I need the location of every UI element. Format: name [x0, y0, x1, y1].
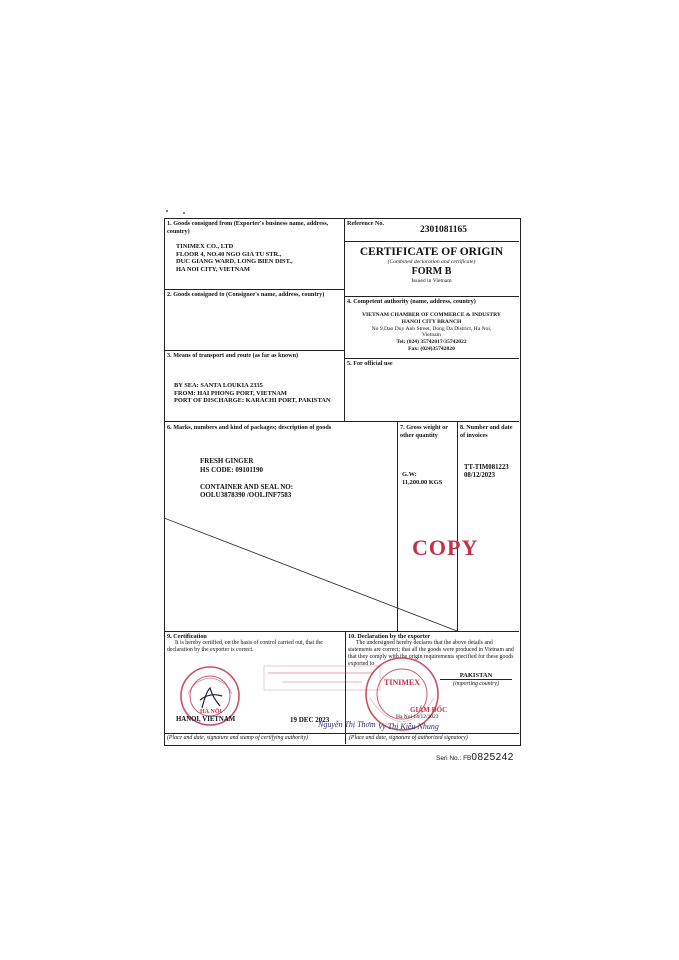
- exporter-signer: Vy Thị Kiều Nhung: [378, 722, 439, 731]
- importing-country-label: (importing country): [453, 681, 499, 687]
- scan-mark: [183, 212, 185, 214]
- goods-block: [200, 457, 395, 500]
- box7-label: 7. Gross weight or other quantity: [400, 424, 448, 439]
- vessel: BY SEA: SANTA LOUKIA 2335: [174, 382, 263, 389]
- divider: [344, 358, 519, 359]
- weight-block: [402, 471, 457, 486]
- cert-signer: Nguyễn Thị Thơm: [318, 720, 376, 729]
- title-block: [344, 246, 519, 285]
- exporter-name: TINIMEX CO., LTD: [176, 243, 234, 250]
- divider: [164, 421, 519, 422]
- gw-label: G.W:: [402, 471, 417, 478]
- importing-country: PAKISTAN: [440, 672, 512, 680]
- invoice-date: 08/12/2023: [464, 472, 495, 479]
- invoice-block: [464, 464, 519, 480]
- invoice-number: TT-TIM081223: [464, 464, 509, 471]
- authority-country: Vietnam: [422, 332, 441, 339]
- reference-number: 2301081165: [420, 225, 467, 235]
- transport-block: [174, 382, 344, 405]
- declaration-place-date: Ha Noi 14/12/2023: [396, 714, 439, 720]
- copy-stamp: COPY: [412, 535, 479, 560]
- divider: [164, 733, 519, 734]
- box2-label: 2. Goods consigned to (Consignee's name, address, country): [167, 291, 325, 298]
- exporter-block: [176, 243, 344, 273]
- exporter-address: HA NOI CITY, VIETNAM: [176, 265, 250, 273]
- form-name: FORM B: [411, 266, 452, 277]
- divider: [164, 350, 344, 351]
- hs-code: HS CODE: 09101190: [200, 465, 264, 474]
- exporter-address: FLOOR 4, NO.40 NGO GIA TU STR.,: [176, 250, 282, 258]
- authority-name: VIETNAM CHAMBER OF COMMERCE & INDUSTRY: [362, 312, 501, 318]
- exporter-address: DUC GIANG WARD, LONG BIEN DIST.,: [176, 258, 293, 266]
- box1-label: 1. Goods consigned from (Exporter's business name, address, country): [167, 220, 329, 235]
- goods-name: FRESH GINGER: [200, 457, 254, 465]
- divider: [344, 241, 519, 242]
- authority-tel: Tel: (024) 35742017/35742022: [396, 339, 467, 346]
- authority-fax: Fax: (024)35742020: [408, 345, 455, 352]
- divider: [164, 289, 344, 290]
- cert-place: HANOI, VIETNAM: [176, 716, 236, 723]
- cancel-diagonal-line: [164, 516, 519, 631]
- container-label: CONTAINER AND SEAL NO:: [200, 482, 294, 491]
- declaration-text: The undersigned hereby declares that the above details and statements are correct; that all the goods were produced in Vietnam and that they comply with the origin requirements specified for these goods exported to: [348, 640, 514, 667]
- box9-footer: (Place and date, signature and stamp of certifying authority): [167, 735, 308, 741]
- container-numbers: OOLU3878390 /OOLJNF7583: [200, 491, 292, 499]
- box9-label: 9. Certification: [167, 633, 207, 640]
- certification-text: It is hereby certified, on the basis of control carried out, that the declaration by the exporter is correct.: [167, 640, 323, 653]
- certificate-title: CERTIFICATE OF ORIGIN: [359, 246, 504, 258]
- box8-label: 8. Number and date of invoices: [460, 424, 513, 439]
- divider: [164, 631, 519, 632]
- director-title: GIÁM ĐỐC: [410, 706, 448, 714]
- box10-footer: (Place and date, signature of authorized signatory): [349, 735, 468, 741]
- box6-label: 6. Marks, numbers and kind of packages; description of goods: [167, 424, 332, 431]
- spacer: [200, 474, 395, 483]
- port-discharge: PORT OF DISCHARGE: KARACHI PORT, PAKISTAN: [174, 397, 331, 405]
- issued-in: Issued in Vietnam: [411, 278, 452, 284]
- box4-label: 4. Competent authority (name, address, country): [347, 298, 476, 305]
- authority-branch: HANOI CITY BRANCH: [401, 318, 462, 325]
- certificate-subtitle: (Combined declaration and certificate): [387, 259, 476, 265]
- authority-block: [344, 312, 519, 353]
- port-from: FROM: HAI PHONG PORT, VIETNAM: [174, 389, 287, 397]
- box3-label: 3. Means of transport and route (as far as known): [167, 352, 299, 359]
- scan-mark: [166, 210, 168, 212]
- serial-number: [436, 747, 514, 765]
- serial-value: 0825242: [471, 752, 514, 763]
- box10-label: 10. Declaration by the exporter: [348, 633, 431, 640]
- serial-label: Seri No.: FB: [436, 755, 472, 762]
- box5-label: 5. For official use: [347, 360, 393, 367]
- divider: [344, 296, 519, 297]
- reference-label: Reference No.: [347, 220, 384, 227]
- gw-value: 11,200.00 KGS: [402, 478, 443, 486]
- cert-date: 19 DEC 2023: [290, 716, 330, 724]
- exporter-stamp-text: TINIMEX: [384, 678, 421, 687]
- stamp-text: HÀ NỘI: [200, 709, 222, 715]
- authority-address: No 9,Dao Duy Anh Street, Dong Da District, Ha Noi,: [371, 325, 492, 332]
